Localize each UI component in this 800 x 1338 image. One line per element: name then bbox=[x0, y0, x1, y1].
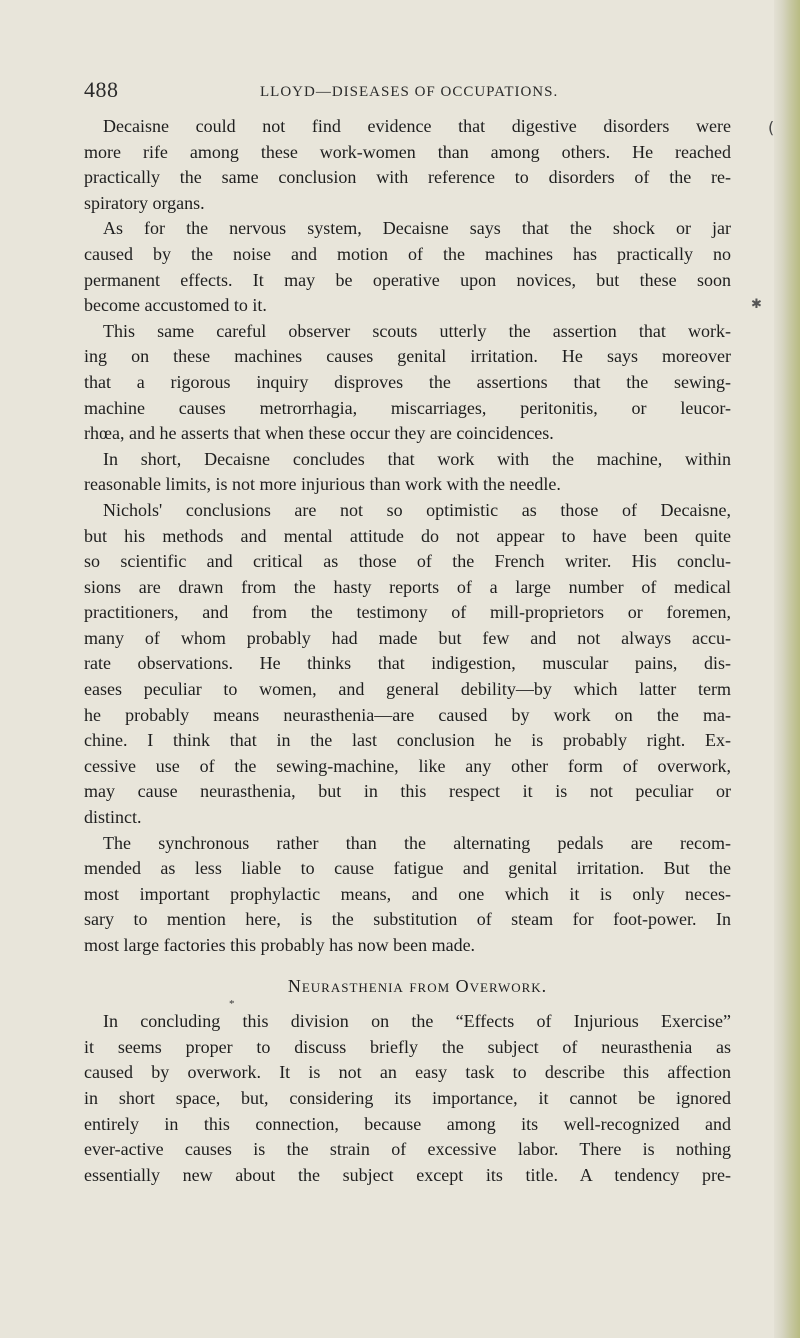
text-line: spiratory organs. bbox=[84, 192, 205, 213]
text-line: machine causes metrorrhagia, miscarriages, peritonitis, or leucor- bbox=[84, 397, 731, 418]
page-number: 488 bbox=[84, 77, 119, 102]
text-line: The synchronous rather than the alternating pedals are recom- bbox=[103, 832, 731, 853]
text-line: that a rigorous inquiry disproves the assertions that the sewing- bbox=[84, 371, 731, 392]
text-line: essentially new about the subject except its title. A tendency pre- bbox=[84, 1164, 731, 1185]
page-header bbox=[84, 77, 744, 107]
text-line: distinct. bbox=[84, 807, 142, 828]
text-line: caused by overwork. It is not an easy task to describe this affection bbox=[84, 1062, 731, 1083]
text-line: it seems proper to discuss briefly the subject of neurasthenia as bbox=[84, 1036, 731, 1057]
heading-ornament: * bbox=[229, 998, 235, 1011]
text-line: he probably means neurasthenia—are caused by work on the ma- bbox=[84, 704, 731, 725]
text-line: practically the same conclusion with reference to disorders of the re- bbox=[84, 167, 731, 188]
text-line: sions are drawn from the hasty reports of a large number of medical bbox=[84, 576, 731, 597]
text-line: ing on these machines causes genital irritation. He says moreover bbox=[84, 346, 731, 367]
text-line: Nichols' conclusions are not so optimistic as those of Decaisne, bbox=[103, 499, 731, 520]
text-line: permanent effects. It may be operative upon novices, but these soon bbox=[84, 269, 731, 290]
text-line: most large factories this probably has now been made. bbox=[84, 935, 476, 955]
text-line: so scientific and critical as those of the French writer. His conclu- bbox=[84, 551, 731, 572]
text-line: many of whom probably had made but few and not always accu- bbox=[84, 627, 731, 648]
running-head: LLOYD—DISEASES OF OCCUPATIONS. bbox=[260, 84, 559, 100]
page-edge-shadow bbox=[774, 0, 800, 1338]
text-line: most important prophylactic means, and one which it is only neces- bbox=[84, 883, 731, 904]
text-line: rhœa, and he asserts that when these occur they are coincidences. bbox=[84, 423, 554, 444]
text-line: entirely in this connection, because among its well-recognized and bbox=[84, 1113, 731, 1134]
text-line: become accustomed to it. bbox=[84, 295, 267, 316]
text-line: but his methods and mental attitude do not appear to have been quite bbox=[84, 525, 731, 546]
text-line: eases peculiar to women, and general debility—by which latter term bbox=[84, 679, 731, 700]
margin-bracket-mark: ( bbox=[768, 118, 775, 137]
text-line: practitioners, and from the testimony of mill-proprietors or foremen, bbox=[84, 602, 731, 623]
text-line: chine. I think that in the last conclusion he is probably right. Ex- bbox=[84, 730, 731, 751]
text-line: ever-active causes is the strain of excessive labor. There is nothing bbox=[84, 1139, 731, 1160]
text-line: sary to mention here, is the substitution of steam for foot-power. In bbox=[84, 909, 731, 930]
text-line: mended as less liable to cause fatigue and genital irritation. But the bbox=[84, 858, 731, 879]
text-line: caused by the noise and motion of the machines has practically no bbox=[84, 243, 731, 264]
text-line: in short space, but, considering its importance, it cannot be ignored bbox=[84, 1087, 731, 1108]
text-line: As for the nervous system, Decaisne says that the shock or jar bbox=[103, 218, 731, 239]
text-line: reasonable limits, is not more injurious than work with the needle. bbox=[84, 474, 561, 495]
text-line: more rife among these work-women than among others. He reached bbox=[84, 141, 731, 162]
text-line: cessive use of the sewing-machine, like any other form of overwork, bbox=[84, 755, 731, 776]
text-line: rate observations. He thinks that indigestion, muscular pains, dis- bbox=[84, 653, 731, 674]
text-line: This same careful observer scouts utterly the assertion that work- bbox=[103, 320, 731, 341]
text-line: Decaisne could not find evidence that digestive disorders were bbox=[103, 116, 731, 136]
text-line: may cause neurasthenia, but in this respect it is not peculiar or bbox=[84, 781, 731, 802]
text-line: In concluding this division on the “Effects of Injurious Exercise” bbox=[103, 1011, 731, 1032]
body-text bbox=[84, 114, 731, 1188]
section-heading: Neurasthenia from Overwork. bbox=[287, 975, 548, 996]
text-line: In short, Decaisne concludes that work with the machine, within bbox=[103, 448, 731, 469]
margin-star-mark: ✱ bbox=[751, 297, 762, 312]
